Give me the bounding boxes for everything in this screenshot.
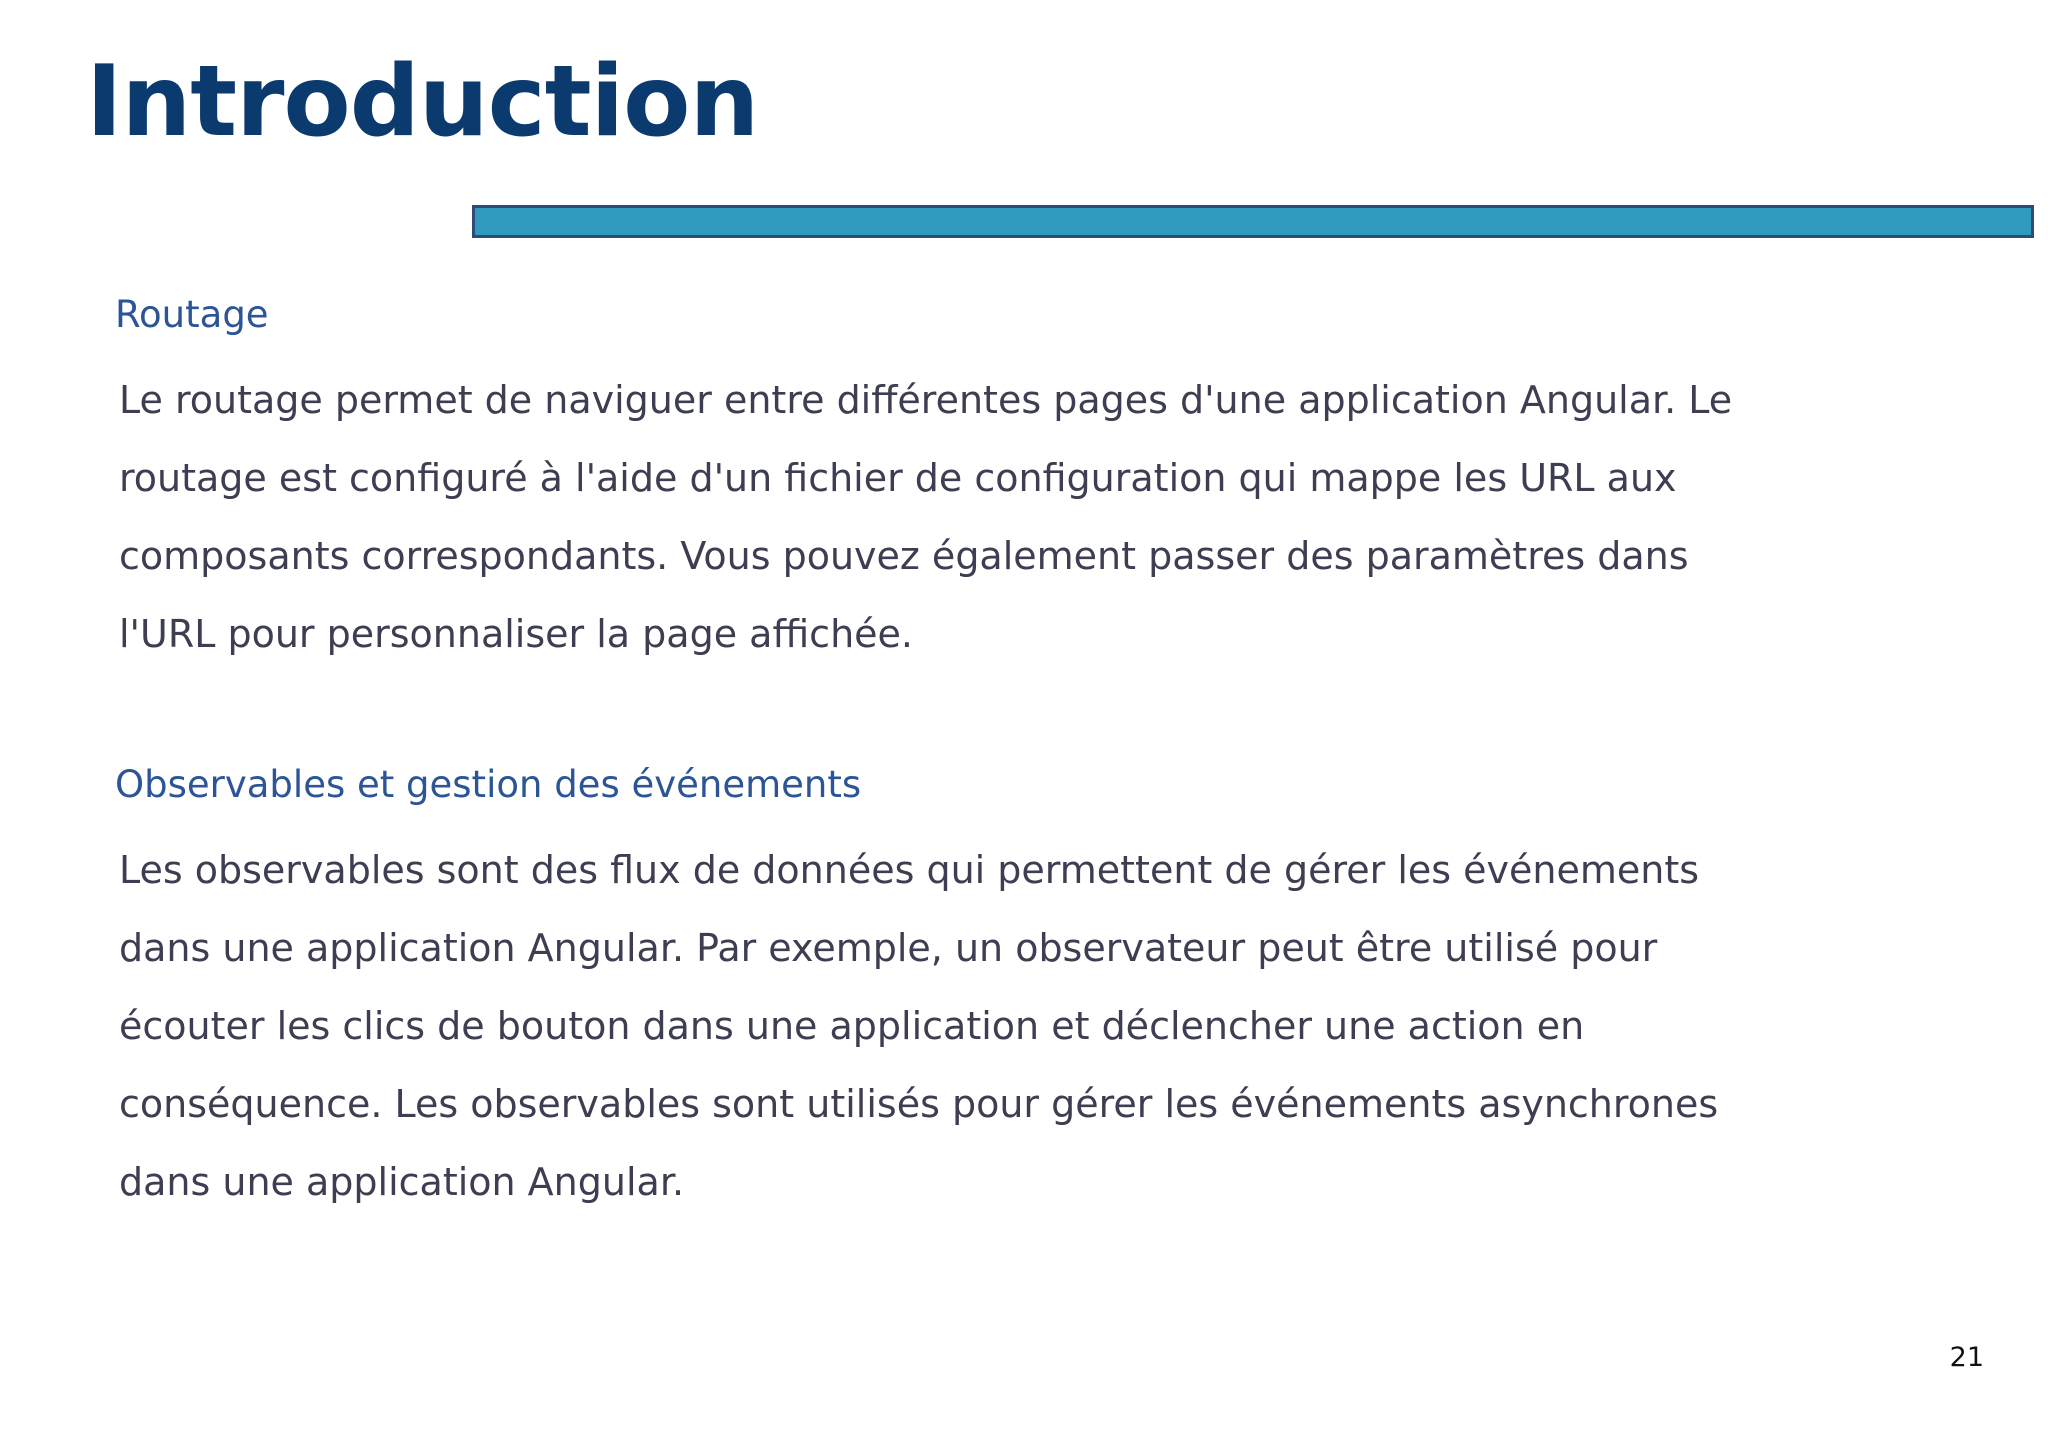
section-routage [115,289,1815,673]
body-line: Le routage permet de naviguer entre différentes pages d'une application Angular. Le [119,378,1733,422]
body-line: conséquence. Les observables sont utilisés pour gérer les événements asynchrones [119,1082,1719,1126]
slide-title: Introduction [86,45,759,159]
body-line: dans une application Angular. [119,1160,685,1204]
body-line: Les observables sont des flux de données qui permettent de gérer les événements [119,848,1700,892]
section-heading: Observables et gestion des événements [115,763,862,806]
body-line: écouter les clics de bouton dans une application et déclencher une action en [119,1004,1585,1048]
body-line: l'URL pour personnaliser la page affichée. [119,612,913,656]
section-body [119,831,1815,1221]
body-line: composants correspondants. Vous pouvez également passer des paramètres dans [119,534,1689,578]
section-heading: Routage [115,293,269,336]
section-observables [115,759,1815,1221]
title-accent-bar [472,205,2034,238]
page-number: 21 [1949,1342,1984,1373]
section-body [119,361,1815,673]
body-line: dans une application Angular. Par exemple, un observateur peut être utilisé pour [119,926,1658,970]
body-line: routage est configuré à l'aide d'un fichier de configuration qui mappe les URL aux [119,456,1677,500]
